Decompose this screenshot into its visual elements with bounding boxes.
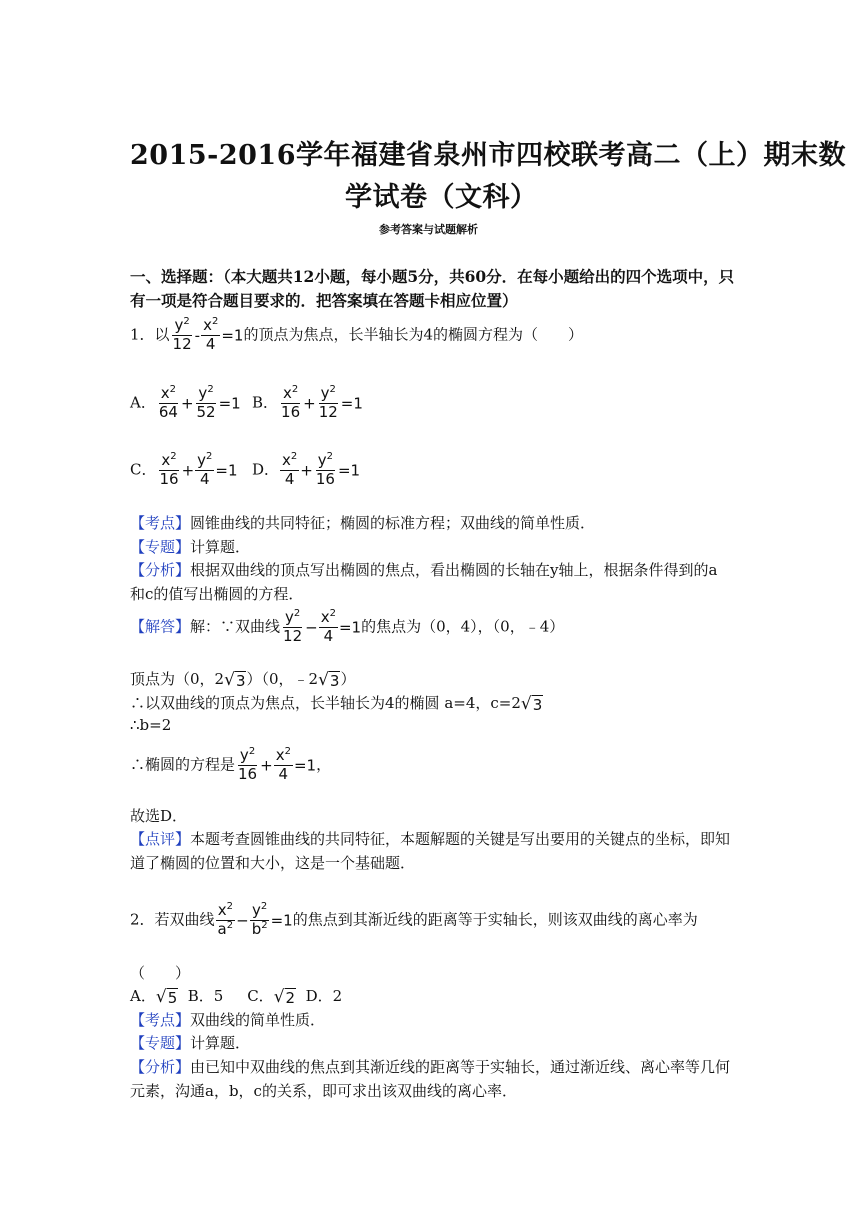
q1-dianping-line2: 道了椭圆的位置和大小，这是一个基础题． xyxy=(130,854,416,872)
section-heading-line1: 一、选择题：（本大题共12小题，每小题5分，共60分．在每小题给出的四个选项中，只 xyxy=(130,267,735,286)
q2-fenxi-line2: 元素，沟通a，b，c的关系，即可求出该双曲线的离心率． xyxy=(130,1082,517,1100)
q1-stem: 1．以 $\frac{y^2}{12}$ - $\frac{x^2}{4}$ =1的顶点为焦点，长半轴长为4的椭圆方程为（ ） xyxy=(130,316,583,353)
page-title-line2: 学试卷（文科） xyxy=(345,182,538,213)
q2-stem: 2．若双曲线 $\frac{x^2}{a^2}$ − $\frac{y^2}{b^2}$ =1的焦点到其渐近线的距离等于实轴长，则该双曲线的离心率为 xyxy=(130,901,698,938)
q1-option-a: A． $\frac{x^2}{64}$ + $\frac{y^2}{52}$ =1 xyxy=(130,384,241,421)
q1-therefore-line: ∴以双曲线的顶点为焦点，长半轴长为4的椭圆 a=4，c=2 √ 3 xyxy=(130,694,543,714)
q1-zhuanti: 【专题】计算题． xyxy=(130,538,251,556)
page-subtitle: 参考答案与试题解析 xyxy=(379,223,478,236)
page-title-line1: 2015-2016学年福建省泉州市四校联考高二（上）期末数 xyxy=(130,140,846,171)
q2-fenxi-line1: 【分析】由已知中双曲线的焦点到其渐近线的距离等于实轴长，通过渐近线、离心率等几何 xyxy=(130,1058,731,1076)
q1-fenxi-line1: 【分析】根据双曲线的顶点写出椭圆的焦点，看出椭圆的长轴在y轴上，根据条件得到的a xyxy=(130,561,718,579)
q1-option-c: C． $\frac{x^2}{16}$ + $\frac{y^2}{4}$ =1 xyxy=(130,451,238,488)
q1-kaodian: 【考点】圆锥曲线的共同特征；椭圆的标准方程；双曲线的简单性质． xyxy=(130,514,596,532)
q1-vertex-line: 顶点为（0，2 √ 3 ）（0，﹣2 √ 3 ） xyxy=(130,670,356,690)
q2-zhuanti: 【专题】计算题． xyxy=(130,1034,251,1052)
q1-b-line: ∴b=2 xyxy=(130,716,172,734)
q1-stem-text: 的顶点为焦点，长半轴长为4的椭圆方程为（ ） xyxy=(243,325,583,344)
q2-kaodian: 【考点】双曲线的简单性质． xyxy=(130,1011,326,1029)
q1-choose: 故选D． xyxy=(130,807,188,825)
q1-prefix: 1．以 xyxy=(130,325,170,344)
q2-paren: （ ） xyxy=(130,964,191,982)
q1-fraction-x: $\frac{x^2}{4}$ xyxy=(203,316,219,353)
q2-options: A． √ 5 B．5 C． √ 2 D．2 xyxy=(130,987,343,1007)
q1-ellipse-line: ∴椭圆的方程是 $\frac{y^2}{16}$ + $\frac{x^2}{4}$ =1， xyxy=(130,746,332,783)
q1-option-b: B． $\frac{x^2}{16}$ + $\frac{y^2}{12}$ =1 xyxy=(252,384,363,421)
q1-dianping-line1: 【点评】本题考查圆锥曲线的共同特征，本题解题的关键是写出要用的关键点的坐标，即知 xyxy=(130,830,731,848)
section-heading-line2: 有一项是符合题目要求的．把答案填在答题卡相应位置） xyxy=(130,291,518,310)
q1-fraction-y: $\frac{y^2}{12}$ xyxy=(172,316,192,353)
q1-jieda: 【解答】解：∵双曲线 $\frac{y^2}{12}$ − $\frac{x^2}{4}$ =1的焦点为（0，4），（0，﹣4） xyxy=(130,608,565,645)
q1-minus: - xyxy=(194,326,201,345)
q1-option-d: D． $\frac{x^2}{4}$ + $\frac{y^2}{16}$ =1 xyxy=(252,451,361,488)
q1-fenxi-line2: 和c的值写出椭圆的方程． xyxy=(130,585,304,603)
